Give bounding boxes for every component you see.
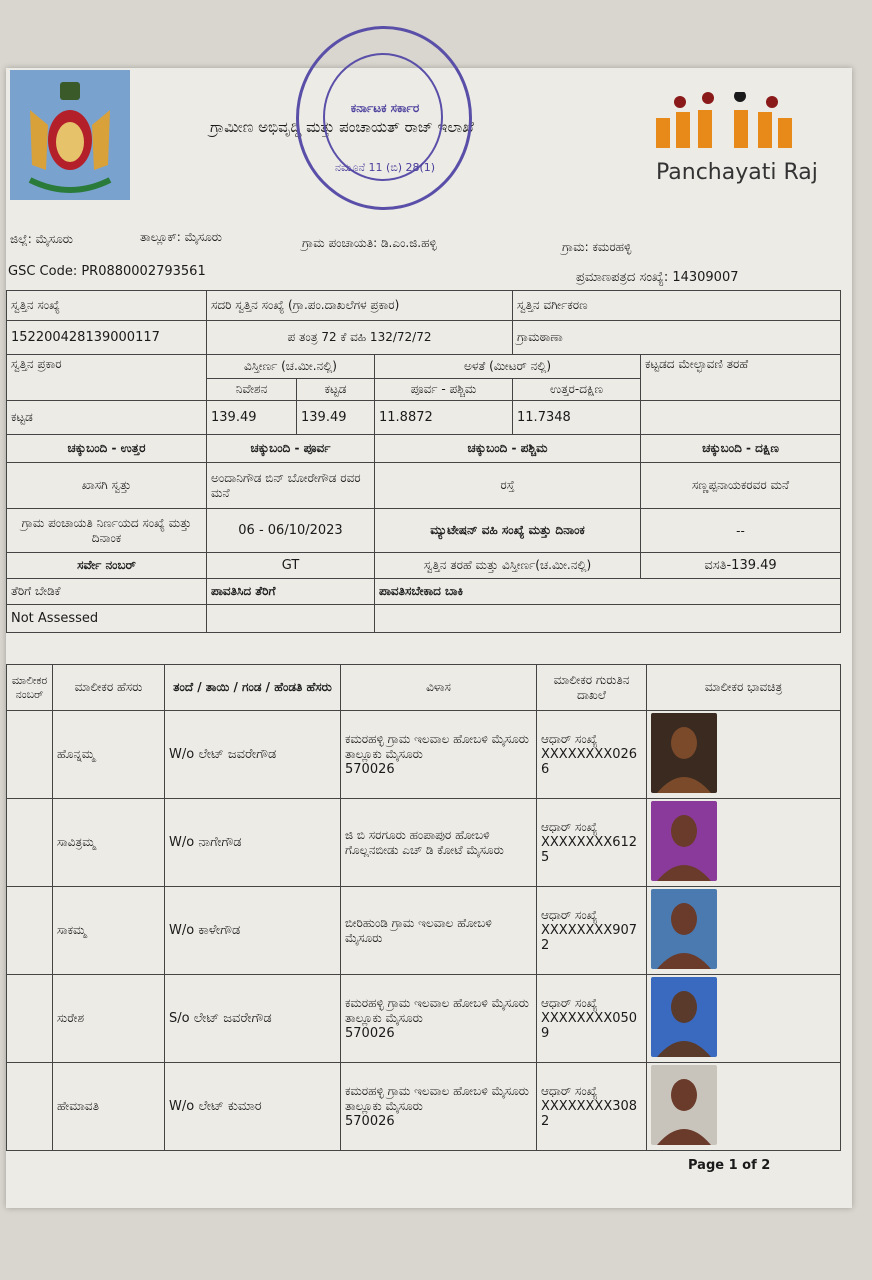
- table-row: [7, 711, 841, 799]
- header-property-nature: ಸ್ವತ್ತಿನ ತರಹೆ ಮತ್ತು ವಿಸ್ತೀರ್ಣ(ಚ.ಮೀ.ನಲ್ಲಿ): [375, 553, 641, 579]
- owner-photo-cell: [647, 1063, 841, 1151]
- owner-photo: [651, 1065, 717, 1145]
- owner-photo-cell: [647, 799, 841, 887]
- owner-id-label: ಆಧಾರ್ ಸಂಖ್ಯೆ: [541, 996, 598, 1010]
- department-title: ಗ್ರಾಮೀಣ ಅಭಿವೃದ್ಧಿ ಮತ್ತು ಪಂಚಾಯತ್ ರಾಜ್ ಇಲಾಖೆ: [210, 118, 474, 136]
- header-building: ಕಟ್ಟಡ: [297, 379, 375, 401]
- owner-address-text: ಕಮರಹಳ್ಳಿ ಗ್ರಾಮ ಇಲವಾಲ ಹೋಬಳಿ ಮೈಸೂರು ತಾಲ್ಲೂಕು ಮೈಸೂರು: [345, 1084, 529, 1113]
- old-property-number: ಪ ತಂತ್ರ 72 ಕೆ ವಹಿ 132/72/72: [207, 321, 513, 355]
- taluk-label: ತಾಲ್ಲೂಕ್: ಮೈಸೂರು: [140, 230, 222, 244]
- village-label: ಗ್ರಾಮ: ಕಮರಹಳ್ಳಿ: [562, 240, 632, 254]
- owner-id-number: XXXXXXXX3082: [541, 1099, 638, 1129]
- owner-number: [7, 887, 53, 975]
- owner-name: ಸಾವಿತ್ರಮ್ಮ: [53, 799, 165, 887]
- tax-paid: [207, 605, 375, 633]
- owner-photo: [651, 889, 717, 969]
- header-owner-name: ಮಾಲೀಕರ ಹೆಸರು: [53, 665, 165, 711]
- owner-address: [341, 975, 537, 1063]
- official-seal-stamp: [296, 26, 472, 210]
- header-boundary-north: ಚಕ್ಕುಬಂದಿ - ಉತ್ತರ: [7, 435, 207, 463]
- header-mutation: ಮ್ಯುಟೇಷನ್ ವಹಿ ಸಂಖ್ಯೆ ಮತ್ತು ದಿನಾಂಕ: [375, 509, 641, 553]
- stamp-text: ಕರ್ನಾಟಕ ಸರ್ಕಾರ: [350, 101, 420, 115]
- gram-panchayat-label: ಗ್ರಾಮ ಪಂಚಾಯತಿ: ಡಿ.ಎಂ.ಜಿ.ಹಳ್ಳಿ: [302, 236, 437, 250]
- owner-photo: [651, 801, 717, 881]
- boundary-west: ರಸ್ತೆ: [375, 463, 641, 509]
- gsc-code: GSC Code: PR0880002793561: [8, 264, 206, 279]
- site-area: 139.49: [207, 401, 297, 435]
- owners-table: [6, 664, 841, 1151]
- header-roof-type: ಕಟ್ಟಡದ ಮೇಲ್ಛಾವಣಿ ತರಹೆ: [641, 355, 841, 401]
- mutation-value: --: [641, 509, 841, 553]
- header-property-type: ಸ್ವತ್ತಿನ ಪ್ರಕಾರ: [7, 355, 207, 401]
- building-area: 139.49: [297, 401, 375, 435]
- property-nature: ವಸತಿ-139.49: [641, 553, 841, 579]
- tax-demand: Not Assessed: [7, 605, 207, 633]
- owner-id-document: [537, 1063, 647, 1151]
- header-relation: ತಂದೆ / ತಾಯಿ / ಗಂಡ / ಹೆಂಡತಿ ಹೆಸರು: [165, 665, 341, 711]
- property-number: 152200428139000117: [7, 321, 207, 355]
- owner-id-number: XXXXXXXX0509: [541, 1011, 638, 1041]
- owner-number: [7, 975, 53, 1063]
- property-details-table: [6, 290, 841, 633]
- header-property-number: ಸ್ವತ್ತಿನ ಸಂಖ್ಯೆ: [7, 291, 207, 321]
- owner-id-number: XXXXXXXX6125: [541, 835, 638, 865]
- header-property-class: ಸ್ವತ್ತಿನ ವರ್ಗೀಕರಣ: [513, 291, 841, 321]
- certificate-number: ಪ್ರಮಾಣಪತ್ರದ ಸಂಖ್ಯೆ: 14309007: [576, 270, 739, 285]
- header-id-document: ಮಾಲೀಕರ ಗುರುತಿನ ದಾಖಲೆ: [537, 665, 647, 711]
- owner-photo-cell: [647, 887, 841, 975]
- owner-pincode: 570026: [345, 1114, 395, 1129]
- owner-relation: W/o ಲೇಟ್ ಜವರೇಗೌಡ: [165, 711, 341, 799]
- header-survey-number: ಸರ್ವೇ ನಂಬರ್: [7, 553, 207, 579]
- owner-name: ಹೊನ್ನಮ್ಮ: [53, 711, 165, 799]
- owner-pincode: 570026: [345, 1026, 395, 1041]
- property-type: ಕಟ್ಟಡ: [7, 401, 207, 435]
- owner-photo: [651, 977, 717, 1057]
- tax-due: [375, 605, 841, 633]
- owner-address: [341, 887, 537, 975]
- header-owner-photo: ಮಾಲೀಕರ ಭಾವಚಿತ್ರ: [647, 665, 841, 711]
- owner-id-label: ಆಧಾರ್ ಸಂಖ್ಯೆ: [541, 732, 598, 746]
- owner-address-text: ಜಿ ಬಿ ಸರಗೂರು ಹಂಪಾಪುರ ಹೋಬಳಿ ಗೊಲ್ಲನಬೀಡು ಎಚ್ ಡಿ ಕೋಟೆ ಮೈಸೂರು: [345, 827, 504, 857]
- header-address: ವಿಳಾಸ: [341, 665, 537, 711]
- owner-id-label: ಆಧಾರ್ ಸಂಖ್ಯೆ: [541, 1084, 598, 1098]
- header-east-west: ಪೂರ್ವ - ಪಶ್ಚಿಮ: [375, 379, 513, 401]
- owner-photo-cell: [647, 711, 841, 799]
- header-north-south: ಉತ್ತರ-ದಕ್ಷಿಣ: [513, 379, 641, 401]
- owner-number: [7, 799, 53, 887]
- roof-type: [641, 401, 841, 435]
- table-row: [7, 887, 841, 975]
- header-old-property-number: ಸದರಿ ಸ್ವತ್ತಿನ ಸಂಖ್ಯೆ (ಗ್ರಾ.ಪಂ.ದಾಖಲೆಗಳ ಪ್ರಕಾರ): [207, 291, 513, 321]
- header-gp-resolution: ಗ್ರಾಮ ಪಂಚಾಯತಿ ನಿರ್ಣಯದ ಸಂಖ್ಯೆ ಮತ್ತು ದಿನಾಂಕ: [7, 509, 207, 553]
- east-west-length: 11.8872: [375, 401, 513, 435]
- owner-address-text: ಬೀರಿಹುಂಡಿ ಗ್ರಾಮ ಇಲವಾಲ ಹೋಬಳಿ ಮೈಸೂರು: [345, 915, 492, 945]
- header-tax-due: ಪಾವತಿಸಬೇಕಾದ ಬಾಕಿ: [375, 579, 841, 605]
- owner-id-document: [537, 975, 647, 1063]
- owner-id-number: XXXXXXXX9072: [541, 923, 638, 953]
- owner-address: [341, 799, 537, 887]
- owner-pincode: 570026: [345, 762, 395, 777]
- header-site: ನಿವೇಶನ: [207, 379, 297, 401]
- north-south-length: 11.7348: [513, 401, 641, 435]
- owner-relation: S/o ಲೇಟ್ ಜವರೇಗೌಡ: [165, 975, 341, 1063]
- header-boundary-south: ಚಕ್ಕುಬಂದಿ - ದಕ್ಷಿಣ: [641, 435, 841, 463]
- owner-name: ಹೇಮಾವತಿ: [53, 1063, 165, 1151]
- owner-id-document: [537, 799, 647, 887]
- table-row: [7, 799, 841, 887]
- boundary-south: ಸಣ್ಣಪ್ಪನಾಯಕರವರ ಮನೆ: [641, 463, 841, 509]
- stamp-form-number: ನಮೂನೆ 11 (ಬಿ) 28(1): [334, 161, 436, 174]
- header-owner-number: ಮಾಲೀಕರ ನಂಬರ್: [7, 665, 53, 711]
- owner-id-label: ಆಧಾರ್ ಸಂಖ್ಯೆ: [541, 820, 598, 834]
- header-area: ವಿಸ್ತೀರ್ಣ (ಚ.ಮೀ.ನಲ್ಲಿ): [207, 355, 375, 379]
- table-row: [7, 1063, 841, 1151]
- owner-address: [341, 711, 537, 799]
- owner-photo: [651, 713, 717, 793]
- owner-address-text: ಕಮರಹಳ್ಳಿ ಗ್ರಾಮ ಇಲವಾಲ ಹೋಬಳಿ ಮೈಸೂರು ತಾಲ್ಲೂಕು ಮೈಸೂರು: [345, 732, 529, 761]
- page-number: Page 1 of 2: [688, 1158, 771, 1173]
- property-class: ಗ್ರಾಮಠಾಣಾ: [513, 321, 841, 355]
- owner-address: [341, 1063, 537, 1151]
- panchayati-raj-logo-text: Panchayati Raj: [656, 160, 818, 185]
- survey-number: GT: [207, 553, 375, 579]
- district-label: ಜಿಲ್ಲೆ: ಮೈಸೂರು: [10, 232, 73, 246]
- karnataka-emblem-icon: [10, 70, 130, 200]
- owner-name: ಸಾಕಮ್ಮ: [53, 887, 165, 975]
- owner-id-label: ಆಧಾರ್ ಸಂಖ್ಯೆ: [541, 908, 598, 922]
- owner-name: ಸುರೇಶ: [53, 975, 165, 1063]
- owner-relation: W/o ಲೇಟ್ ಕುಮಾರ: [165, 1063, 341, 1151]
- header-boundary-west: ಚಕ್ಕುಬಂದಿ - ಪಶ್ಚಿಮ: [375, 435, 641, 463]
- table-row: [7, 975, 841, 1063]
- owner-id-document: [537, 711, 647, 799]
- boundary-east: ಅಂದಾನಿಗೌಡ ಬಿನ್ ಬೋರೇಗೌಡ ರವರ ಮನೆ: [207, 463, 375, 509]
- owner-number: [7, 711, 53, 799]
- boundary-north: ಖಾಸಗಿ ಸ್ವತ್ತು: [7, 463, 207, 509]
- owner-relation: W/o ನಾಗೇಗೌಡ: [165, 799, 341, 887]
- owner-relation: W/o ಕಾಳೇಗೌಡ: [165, 887, 341, 975]
- header-boundary-east: ಚಕ್ಕುಬಂದಿ - ಪೂರ್ವ: [207, 435, 375, 463]
- owner-id-number: XXXXXXXX0266: [541, 747, 638, 777]
- gp-resolution: 06 - 06/10/2023: [207, 509, 375, 553]
- owner-number: [7, 1063, 53, 1151]
- owner-photo-cell: [647, 975, 841, 1063]
- owner-address-text: ಕಮರಹಳ್ಳಿ ಗ್ರಾಮ ಇಲವಾಲ ಹೋಬಳಿ ಮೈಸೂರು ತಾಲ್ಲೂಕು ಮೈಸೂರು: [345, 996, 529, 1025]
- header-tax-demand: ತೆರಿಗೆ ಬೇಡಿಕೆ: [7, 579, 207, 605]
- owner-id-document: [537, 887, 647, 975]
- header-tax-paid: ಪಾವತಿಸಿದ ತೆರಿಗೆ: [207, 579, 375, 605]
- header-measurement: ಅಳತೆ (ಮೀಟರ್ ನಲ್ಲಿ): [375, 355, 641, 379]
